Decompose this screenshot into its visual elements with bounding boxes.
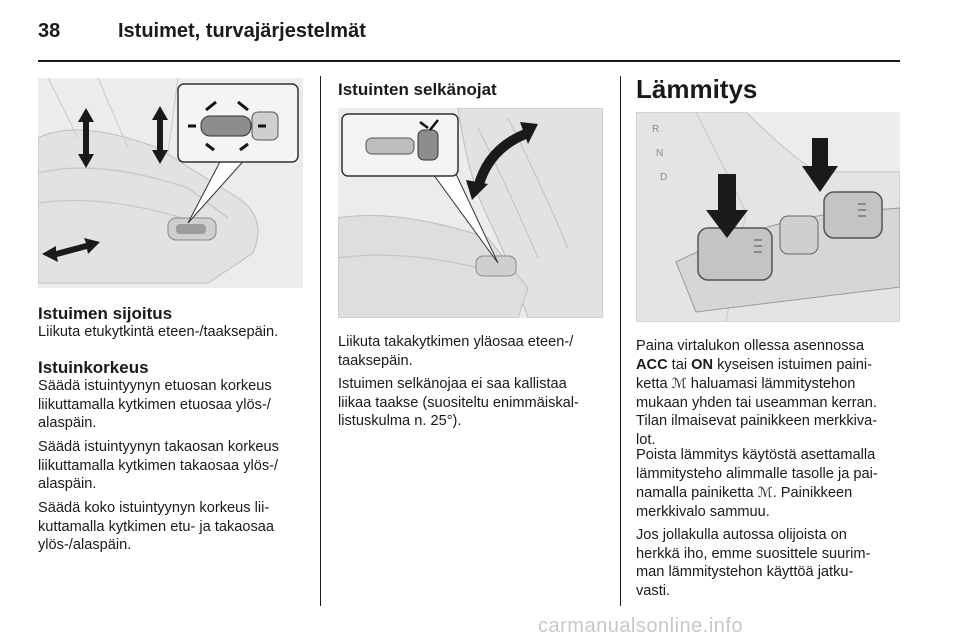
paragraph-koko-istuintyyny — [38, 499, 274, 555]
line: Poista lämmitys käytöstä asettamalla — [636, 447, 876, 463]
heading-istuinten-selkanojat: Istuinten selkänojat — [338, 80, 497, 99]
line: alaspäin. — [38, 476, 97, 492]
line: herkkä iho, emme suosittele suurim- — [636, 545, 871, 562]
line: kuttamalla kytkimen etu- ja takaosaa — [38, 518, 275, 535]
line: lämmitysteho alimmalle tasolle ja pai- — [636, 465, 878, 482]
column-divider-2 — [620, 76, 621, 606]
line: Istuimen selkänojaa ei saa kallistaa — [338, 376, 567, 392]
line: lot. — [636, 431, 656, 448]
line: mukaan yhden tai useamman kerran. — [636, 394, 877, 411]
line: Tilan ilmaisevat painikkeen merkkiva- — [636, 413, 878, 429]
line — [636, 356, 877, 375]
header-rule — [38, 60, 900, 62]
text: tai — [667, 356, 692, 373]
on-label: ON — [691, 356, 714, 373]
line: taaksepäin. — [338, 352, 413, 369]
paragraph-herkka-iho — [636, 526, 870, 600]
text: ketta — [636, 376, 672, 392]
text-sijoitus: Liikuta etukytkintä eteen-/taaksepäin. — [38, 324, 279, 340]
paragraph-poista-lammitys — [636, 446, 878, 521]
line: alaspäin. — [38, 415, 97, 431]
line: ylös-/alaspäin. — [38, 537, 132, 553]
line: vasti. — [636, 582, 671, 599]
backrest-illustration — [338, 108, 603, 318]
line: liikuttamalla kytkimen takaosaa ylös-/ — [38, 457, 279, 474]
line: listuskulma n. 25°). — [338, 413, 462, 429]
heading-istuinkorkeus: Istuinkorkeus — [38, 358, 149, 377]
paragraph-etuosa — [38, 377, 272, 433]
column-divider-1 — [320, 76, 321, 606]
gear-label-d: D — [660, 172, 668, 183]
paragraph-takaosa — [38, 438, 279, 494]
line: man lämmitystehon käyttöä jatku- — [636, 564, 854, 580]
line: Paina virtalukon ollessa asennossa — [636, 338, 864, 354]
seat-heating-icon: ℳ — [757, 484, 773, 500]
seat-adjust-illustration — [38, 78, 303, 288]
watermark: carmanualsonline.info — [538, 615, 744, 637]
page-number: 38 — [38, 20, 61, 42]
line: merkkivalo sammuu. — [636, 503, 770, 520]
paragraph-takakytkin — [338, 333, 573, 370]
paragraph-kallistus — [338, 375, 579, 431]
line: Säädä istuintyynyn etuosan korkeus — [38, 378, 272, 394]
seat-heating-buttons-illustration — [636, 112, 900, 322]
text: . Painikkeen — [772, 485, 853, 501]
page-header — [38, 14, 900, 50]
seat-heating-icon: ℳ — [671, 375, 687, 391]
heading-lammitys: Lämmitys — [636, 74, 758, 104]
paragraph-paina-virtalukon — [636, 337, 877, 449]
line: Säädä koko istuintyynyn korkeus lii- — [38, 500, 270, 516]
line: liikaa taakse (suositeltu enimmäiskal- — [338, 394, 579, 411]
line: Säädä istuintyynyn takaosan korkeus — [38, 439, 279, 455]
text: haluamasi lämmitystehon — [686, 376, 856, 392]
gear-label-n: N — [656, 148, 664, 159]
text: namalla painiketta — [636, 485, 758, 501]
heading-istuimen-sijoitus: Istuimen sijoitus — [38, 304, 173, 323]
line — [636, 483, 878, 503]
line: liikuttamalla kytkimen etuosaa ylös-/ — [38, 396, 271, 413]
line: Liikuta takakytkimen yläosaa eteen-/ — [338, 334, 574, 350]
gear-label-r: R — [652, 124, 660, 135]
text: kyseisen istuimen paini- — [713, 356, 873, 373]
acc-label: ACC — [636, 356, 668, 373]
line: Jos jollakulla autossa olijoista on — [636, 527, 847, 543]
page-title: Istuimet, turvajärjestelmät — [118, 20, 366, 42]
line — [636, 374, 877, 394]
